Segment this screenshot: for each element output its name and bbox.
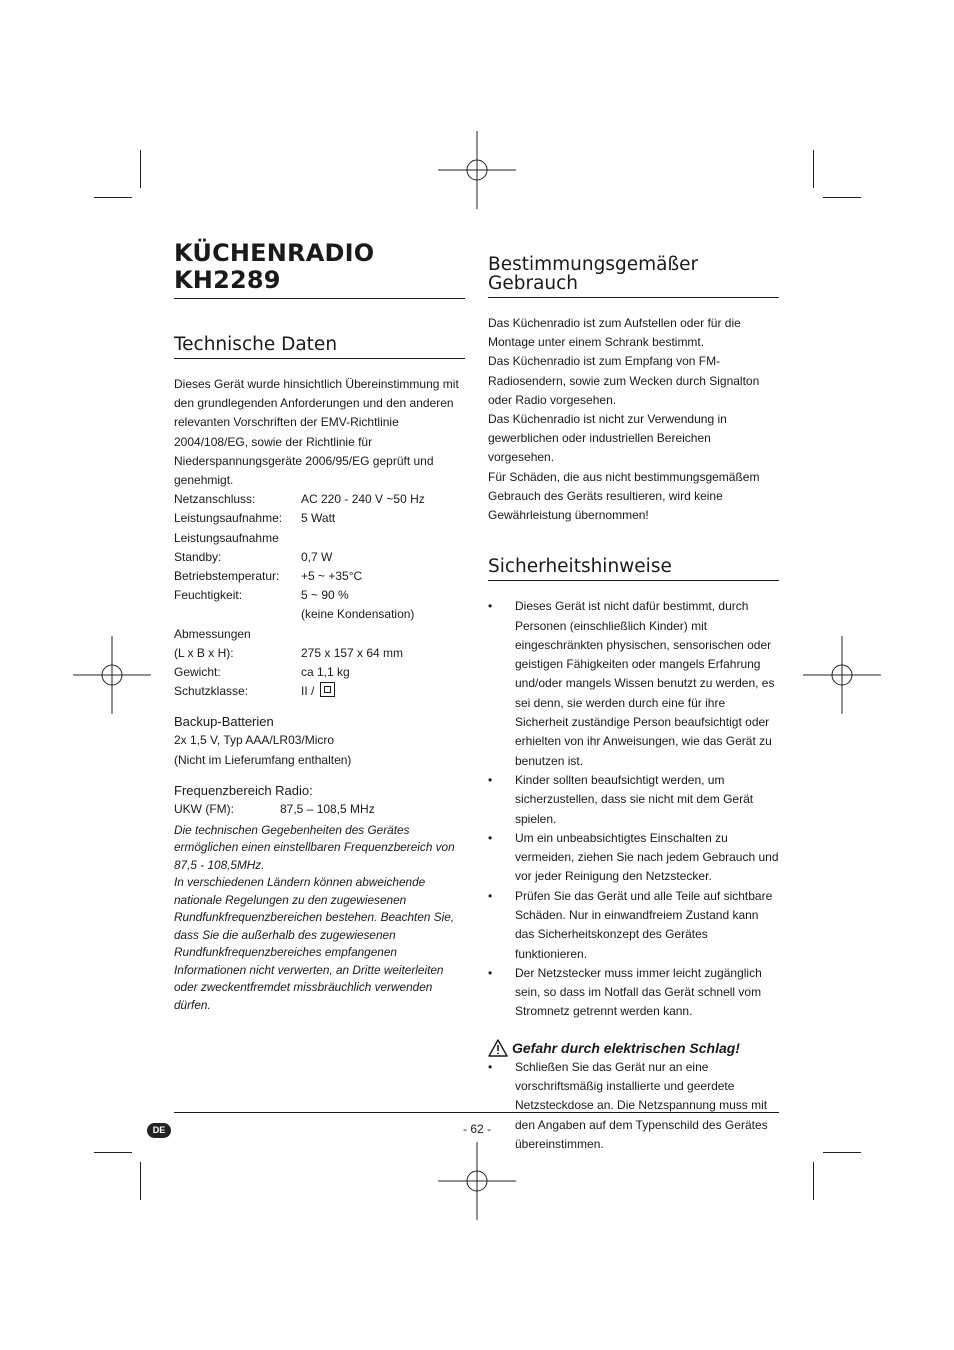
ukw-row — [174, 800, 465, 819]
crop-mark — [140, 1162, 141, 1200]
page-number: - 62 - — [462, 1122, 491, 1136]
spec-value: 275 x 157 x 64 mm — [301, 645, 404, 660]
list-item: • Der Netzstecker muss immer leicht zugänglich sein, so dass im Notfall das Gerät schnell vom Stromnetz getrennt werden kann. — [488, 964, 779, 1022]
spec-row — [174, 663, 465, 682]
spec-label: Leistungsaufnahme — [174, 530, 279, 545]
warning-title: Gefahr durch elektrischen Schlag! — [512, 1039, 740, 1056]
heading-frequenzbereich: Frequenzbereich Radio: — [174, 782, 313, 798]
italic-note-1: Die technischen Gegebenheiten des Gerätes ermöglichen einen einstellbaren Frequenzbereich von 87,5 - 108,5MHz. — [174, 822, 455, 872]
spec-value — [301, 529, 465, 548]
intro-paragraph: Dieses Gerät wurde hinsichtlich Übereinstimmung mit den grundlegenden Anforderungen und den anderen relevanten Vorschriften der EMV-Richtlinie 2004/108/EG, sowie der Richtlinie für Niederspannungsgeräte 2006/95/EG geprüft und genehmigt. — [174, 377, 459, 488]
bestimmung-paragraph-1: Das Küchenradio ist zum Aufstellen oder für die Montage unter einem Schrank bestimmt. — [488, 316, 741, 350]
registration-mark-icon — [438, 131, 516, 209]
spec-row — [174, 567, 465, 586]
spec-label: Abmessungen — [174, 626, 251, 641]
ukw-value: 87,5 – 108,5 MHz — [280, 801, 375, 816]
crop-mark — [813, 150, 814, 188]
footer-rule — [174, 1112, 779, 1113]
heading-sicherheit: Sicherheitshinweise — [488, 556, 672, 578]
title-line-1: KÜCHENRADIO — [174, 239, 375, 267]
crop-mark — [823, 1152, 861, 1153]
spec-row — [174, 586, 465, 605]
spec-label: Netzanschluss: — [174, 492, 256, 507]
right-column — [488, 255, 779, 1154]
spec-row — [174, 682, 465, 701]
heading-technische-daten: Technische Daten — [174, 334, 338, 355]
heading-bestimmung-line-1: Bestimmungsgemäßer — [488, 254, 699, 275]
crop-mark — [94, 197, 132, 198]
spec-label: Betriebstemperatur: — [174, 569, 280, 584]
heading-backup-batterien: Backup-Batterien — [174, 714, 274, 730]
spec-label: Standby: — [174, 549, 222, 564]
spec-label: Leistungsaufnahme: — [174, 511, 283, 526]
warning-heading — [488, 1038, 779, 1058]
backup-line-2: (Nicht im Lieferumfang enthalten) — [174, 752, 352, 767]
list-item: • Prüfen Sie das Gerät und alle Teile auf sichtbare Schäden. Nur in einwandfreiem Zustand kann das Sicherheitskonzept des Gerätes funktionieren. — [488, 887, 779, 964]
warning-list — [488, 1058, 779, 1154]
spec-value: 0,7 W — [301, 549, 333, 564]
backup-line-1: 2x 1,5 V, Typ AAA/LR03/Micro — [174, 733, 335, 748]
crop-mark — [823, 197, 861, 198]
spec-value: ca 1,1 kg — [301, 665, 350, 680]
list-item: • Dieses Gerät ist nicht dafür bestimmt, durch Personen (einschließlich Kinder) mit eingeschränkten physischen, sensorischen oder geistigen Fähigkeiten oder mangels Erfahrung und/oder mangels Wissen benutzt zu werden, es sei denn, sie werden durch eine für ihre Sicherheit zuständige Person beaufsichtigt oder erhielten von ihr Anweisungen, wie das Gerät zu benutzen ist. — [488, 597, 779, 771]
specs-table — [174, 490, 465, 701]
spec-value — [301, 682, 465, 701]
section-heading-technische-daten — [174, 335, 465, 359]
list-item: • Um ein unbeabsichtigtes Einschalten zu vermeiden, ziehen Sie nach jedem Gebrauch und vor jeder Reinigung den Netzstecker. — [488, 829, 779, 887]
spec-row — [174, 509, 465, 528]
bestimmung-paragraph-4: Für Schäden, die aus nicht bestimmungsgemäßem Gebrauch des Geräts resultieren, wird keine Gewährleistung übernommen! — [488, 469, 760, 523]
spec-row — [174, 605, 465, 624]
safety-list — [488, 597, 779, 1022]
schutzklasse-text: II / — [301, 684, 318, 699]
spec-label: Gewicht: — [174, 665, 221, 680]
document-title — [174, 240, 465, 299]
ukw-label: UKW (FM): — [174, 801, 234, 816]
title-line-2: KH2289 — [174, 266, 281, 294]
spec-label: Schutzklasse: — [174, 684, 249, 699]
crop-mark — [94, 1152, 132, 1153]
left-column — [174, 240, 465, 1014]
bestimmung-paragraph-3: Das Küchenradio ist nicht zur Verwendung in gewerblichen oder industriellen Bereichen vorgesehen. — [488, 412, 727, 465]
registration-mark-icon — [803, 636, 881, 714]
list-item: • Schließen Sie das Gerät nur an eine vorschriftsmäßig installierte und geerdete Netzsteckdose an. Die Netzspannung muss mit den Angaben auf dem Typenschild des Gerätes übereinstimmen. — [488, 1058, 779, 1154]
spec-value: (keine Kondensation) — [301, 607, 415, 622]
spec-label — [174, 605, 301, 624]
list-item: • Kinder sollten beaufsichtigt werden, um sicherzustellen, dass sie nicht mit dem Gerät spielen. — [488, 771, 779, 829]
section-heading-sicherheit — [488, 557, 779, 581]
protection-class-ii-icon — [320, 682, 335, 697]
bestimmung-paragraph-2: Das Küchenradio ist zum Empfang von FM-Radiosendern, sowie zum Wecken durch Signalton oder Radio vorgesehen. — [488, 354, 760, 407]
spec-row — [174, 548, 465, 567]
spec-row — [174, 625, 465, 644]
heading-bestimmung-line-2: Gebrauch — [488, 273, 579, 294]
italic-note-2: In verschiedenen Ländern können abweichende nationale Regelungen zu den zugewiesenen Rundfunkfrequenzbereichen bestehen. Beachten Sie, dass Sie die außerhalb des zugewiesenen Rundfunkfrequenzbereiches empfangenen Informationen nicht verwerten, an Dritte weiterleiten oder zweckentfremdet missbräuchlich verwenden dürfen. — [174, 875, 455, 1012]
spec-row — [174, 490, 465, 509]
registration-mark-icon — [73, 636, 151, 714]
spec-row — [174, 644, 465, 663]
spec-label: Feuchtigkeit: — [174, 588, 243, 603]
spec-value — [301, 625, 465, 644]
section-heading-bestimmung — [488, 255, 779, 298]
spec-value: 5 Watt — [301, 511, 336, 526]
crop-mark — [140, 150, 141, 188]
spec-value: AC 220 - 240 V ~50 Hz — [301, 492, 425, 507]
spec-value: 5 ~ 90 % — [301, 588, 349, 603]
warning-triangle-icon — [488, 1039, 508, 1057]
spec-value: +5 ~ +35°C — [301, 569, 363, 584]
spec-row — [174, 529, 465, 548]
language-badge: DE — [147, 1123, 171, 1138]
crop-mark — [813, 1162, 814, 1200]
spec-label: (L x B x H): — [174, 645, 234, 660]
